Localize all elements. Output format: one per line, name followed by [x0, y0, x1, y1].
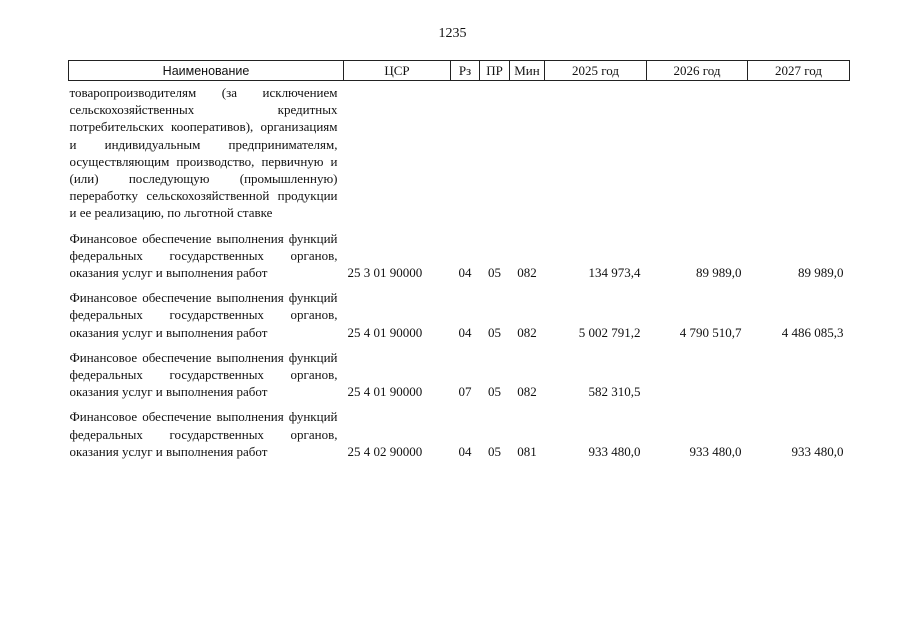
row-min	[510, 81, 545, 230]
row-csr: 25 4 02 90000	[347, 443, 423, 459]
row-rz: 04	[458, 265, 472, 281]
row-2027	[748, 81, 850, 230]
row-2025: 5 002 791,2	[578, 324, 641, 340]
budget-table	[68, 60, 850, 468]
row-csr: 25 4 01 90000	[347, 384, 423, 400]
row-rz: 04	[458, 443, 472, 459]
row-pr: 05	[488, 443, 501, 459]
row-2027: 4 486 085,3	[781, 324, 844, 340]
row-pr: 05	[488, 324, 501, 340]
row-2025	[545, 81, 647, 230]
row-pr: 05	[488, 265, 501, 281]
row-csr: 25 4 01 90000	[347, 324, 423, 340]
table-row	[69, 349, 850, 409]
row-min: 082	[517, 384, 537, 400]
header-csr: ЦСР	[344, 61, 451, 81]
row-rz	[451, 81, 480, 230]
table-row	[69, 81, 850, 230]
row-2026: 89 989,0	[696, 265, 742, 281]
row-csr: 25 3 01 90000	[347, 265, 423, 281]
header-2026: 2026 год	[647, 61, 748, 81]
page-number: 1235	[438, 26, 467, 41]
row-min: 082	[517, 324, 537, 340]
row-rz: 07	[458, 384, 472, 400]
table-row	[69, 230, 850, 290]
row-2026	[647, 81, 748, 230]
header-pr: ПР	[480, 61, 510, 81]
row-rz: 04	[458, 324, 472, 340]
row-2027: 933 480,0	[791, 443, 844, 459]
row-2027: 89 989,0	[798, 265, 844, 281]
row-min: 081	[517, 443, 537, 459]
row-2026	[647, 349, 748, 409]
row-2027	[748, 349, 850, 409]
header-2027: 2027 год	[748, 61, 850, 81]
header-rz: Рз	[451, 61, 480, 81]
table-row	[69, 408, 850, 468]
row-name: Финансовое обеспечение выполнения функций федеральных государственных органов, оказания услуг и выполнения работ	[69, 409, 338, 459]
table-row	[69, 289, 850, 349]
header-name: Наименование	[69, 61, 344, 81]
row-2025: 134 973,4	[588, 265, 641, 281]
header-2025: 2025 год	[545, 61, 647, 81]
row-2025: 933 480,0	[588, 443, 641, 459]
header-min: Мин	[510, 61, 545, 81]
row-name: Финансовое обеспечение выполнения функций федеральных государственных органов, оказания услуг и выполнения работ	[69, 349, 338, 400]
row-2026: 933 480,0	[689, 443, 742, 459]
row-pr: 05	[488, 384, 501, 400]
row-min: 082	[517, 265, 537, 281]
row-pr	[480, 81, 510, 230]
row-name: Финансовое обеспечение выполнения функций федеральных государственных органов, оказания услуг и выполнения работ	[69, 230, 338, 281]
row-2025: 582 310,5	[588, 384, 641, 400]
row-2026: 4 790 510,7	[679, 324, 742, 340]
row-name: Финансовое обеспечение выполнения функций федеральных государственных органов, оказания услуг и выполнения работ	[69, 290, 338, 340]
table-header-row	[69, 61, 850, 81]
row-name: товаропроизводителям (за исключением сельскохозяйственных кредитных потребительских кооперативов), организациям и индивидуальным предпринимателям, осуществляющим производство, первичную и (или) последующую (промышленную) переработку сельскохозяйственной продукции и ее реализацию, по льготной ставке	[69, 85, 338, 221]
row-csr	[344, 81, 451, 230]
